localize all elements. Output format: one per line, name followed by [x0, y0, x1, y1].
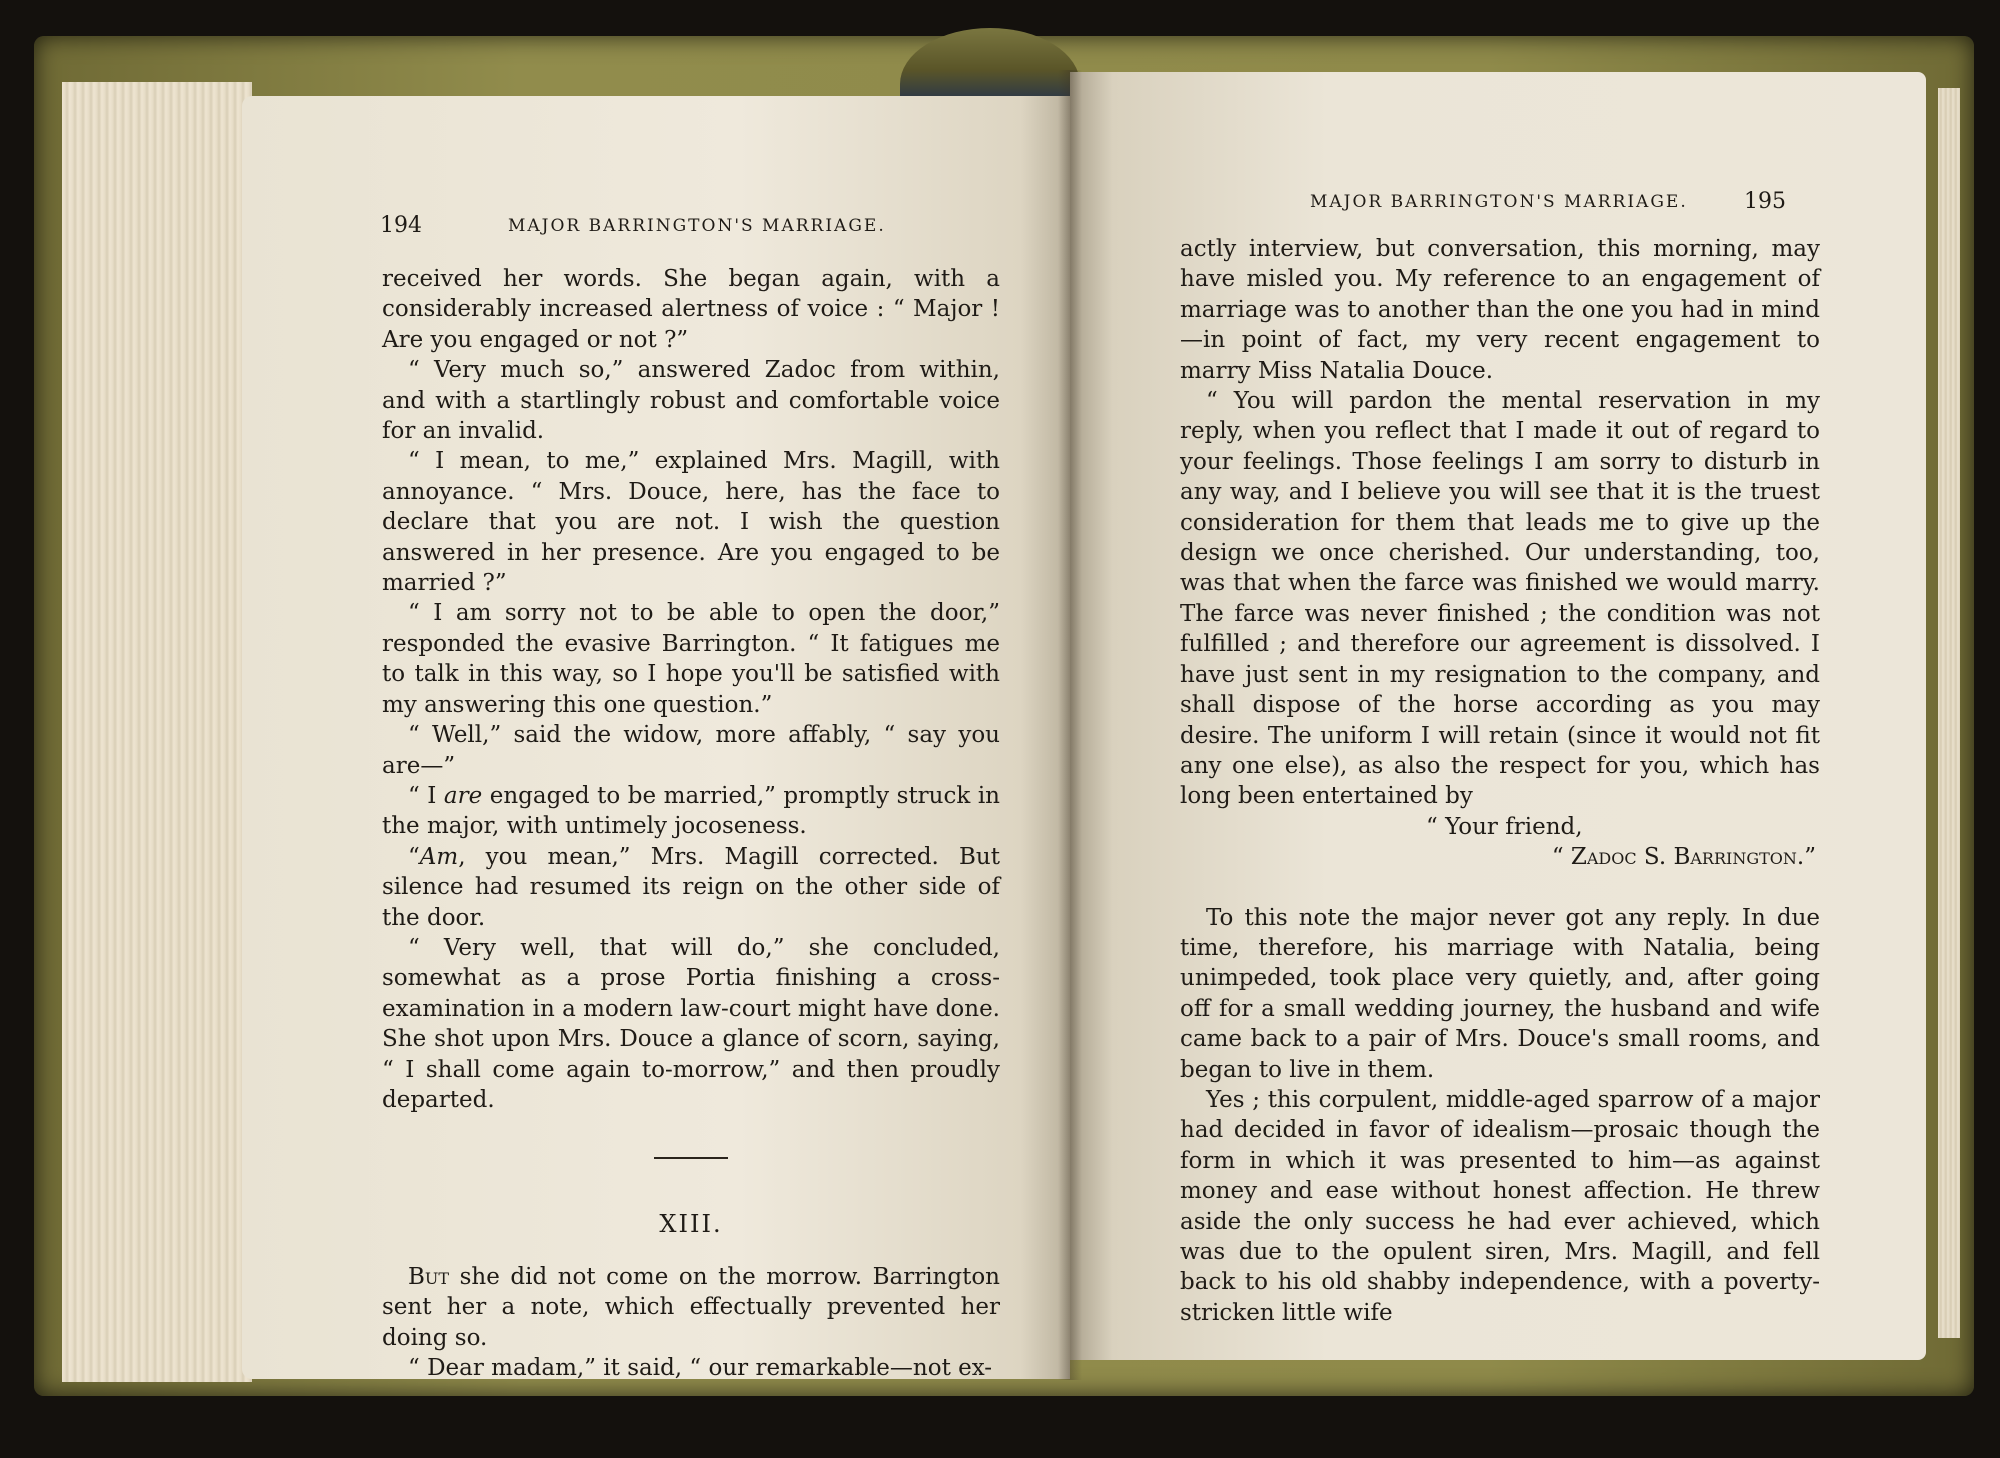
paragraph: “ Very well, that will do,” she concluded, somewhat as a prose Portia finishing a cross-examination in a modern law-court might have done. She shot upon Mrs. Douce a glance of scorn, saying, “ I shall come again to-morrow,” and then proudly departed. [382, 934, 1000, 1113]
section-divider [654, 1157, 728, 1159]
right-page-header [1070, 189, 1926, 222]
page-edges-left [62, 82, 252, 1382]
left-page [242, 96, 1070, 1379]
page-edges-right [1938, 88, 1960, 1338]
chapter-heading: XIII. [659, 1210, 723, 1239]
letter-signature: “ Zadoc S. Barrington.” [1551, 844, 1816, 871]
text-run: , you mean,” Mrs. Magill corrected. But silence had resumed its reign on the other side of the door. [382, 843, 1000, 931]
paragraph [382, 781, 1000, 842]
paragraph: actly interview, but conversation, this morning, may have misled you. My reference to an engagement of marriage was to another than the one you had in mind—in point of fact, my very recent engagement to marry Miss Natalia Douce. [1180, 236, 1820, 384]
right-page [1070, 72, 1926, 1360]
left-page-header [242, 213, 1070, 246]
paragraph: “ You will pardon the mental reservation in my reply, when you reflect that I made it out of regard to your feelings. Those feelings I am sorry to disturb in any way, and I believe you will see that it is the truest consideration for them that leads me to give up the design we once cherished. Our understanding, too, was that when the farce was finished we would marry. The farce was never finished ; the condition was not fulfilled ; and therefore our agreement is dissolved. I have just sent in my resignation to the company, and shall dispose of the horse according as you may desire. The uniform I will retain (since it would not fit any one else), as also the respect for you, which has long been entertained by [1180, 388, 1820, 810]
paragraph: “ Very much so,” answered Zadoc from within, and with a startlingly robust and comfortable voice for an invalid. [382, 357, 1000, 445]
page-number: 194 [380, 213, 422, 238]
paragraph: Yes ; this corpulent, middle-aged sparrow of a major had decided in favor of idealism—prosaic though the form in which it was presented to him—as against money and ease without honest affection. He threw aside the only success he had ever achieved, which was due to the opulent siren, Mrs. Magill, and fell back to his old shabby independence, with a poverty-stricken little wife [1180, 1086, 1820, 1326]
running-head: MAJOR BARRINGTON'S MARRIAGE. [1310, 192, 1688, 212]
italic-text: Am [419, 843, 459, 870]
letter-closing: “ Your friend, [1426, 813, 1583, 840]
paragraph: To this note the major never got any reply. In due time, therefore, his marriage with Natalia, being unimpeded, took place very quietly, and, after going off for a small wedding journey, the husband and wife came back to a pair of Mrs. Douce's small rooms, and began to live in them. [1180, 904, 1820, 1083]
text-run: “ I [408, 782, 444, 809]
paragraph: “ Dear madam,” it said, “ our remarkable—not ex- [408, 1355, 993, 1381]
running-head: MAJOR BARRINGTON'S MARRIAGE. [508, 216, 886, 236]
paragraph: “ I mean, to me,” explained Mrs. Magill, with annoyance. “ Mrs. Douce, here, has the face to declare that you are not. I wish the question answered in her presence. Are you engaged to be married ?” [382, 448, 1000, 597]
paragraph: received her words. She began again, with a considerably increased alertness of voice : “ Major ! Are you engaged or not ?” [382, 266, 1000, 353]
text-run: “ [408, 843, 420, 870]
text-run: engaged to be married,” promptly struck in the major, with untimely jocoseness. [382, 782, 1000, 840]
paragraph [382, 1262, 1000, 1353]
italic-text: are [443, 782, 483, 809]
paragraph [382, 842, 1000, 933]
paragraph: “ Well,” said the widow, more affably, “ say you are—” [382, 722, 1000, 779]
page-number: 195 [1744, 189, 1786, 214]
paragraph: “ I am sorry not to be able to open the door,” responded the evasive Barrington. “ It fatigues me to talk in this way, so I hope you'll be satisfied with my answering this one question.” [382, 600, 1000, 718]
book-gutter [1058, 70, 1082, 1380]
left-page-body [382, 264, 1000, 1383]
small-caps-opening: But [408, 1263, 450, 1290]
text-run: she did not come on the morrow. Barrington sent her a note, which effectually prevented her doing so. [382, 1263, 1000, 1351]
right-page-body [1180, 234, 1820, 1328]
